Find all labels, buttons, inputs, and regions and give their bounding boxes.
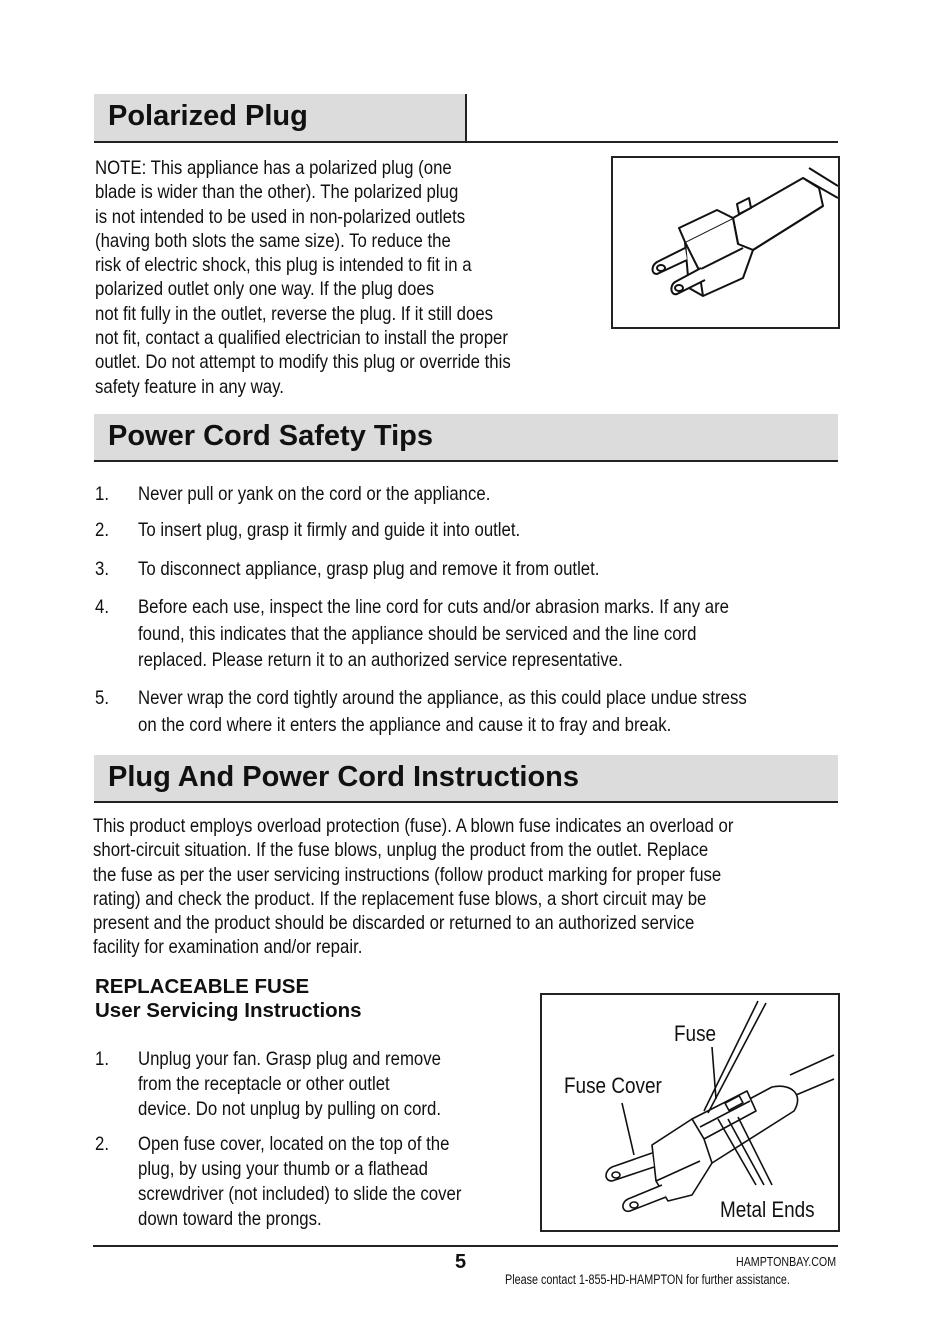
list-line: To disconnect appliance, grasp plug and remove it from outlet. xyxy=(138,558,600,580)
list-number: 1. xyxy=(95,483,109,505)
page-number: 5 xyxy=(455,1251,467,1273)
list-line: Unplug your fan. Grasp plug and remove xyxy=(138,1048,441,1070)
note-line: is not intended to be used in non-polarized outlets xyxy=(95,205,466,228)
note-line: not fit, contact a qualified electrician to install the proper xyxy=(95,327,508,350)
header-rule xyxy=(465,141,838,143)
list-number: 3. xyxy=(95,558,109,580)
paragraph-line: the fuse as per the user servicing instructions (follow product marking for proper fuse xyxy=(93,863,722,886)
polarized-plug-figure xyxy=(611,156,840,329)
note-line: outlet. Do not attempt to modify this plug or override this xyxy=(95,351,511,374)
label-fuse: Fuse xyxy=(674,1021,717,1046)
plug-instructions-paragraph xyxy=(93,814,838,960)
section-title: Plug And Power Cord Instructions xyxy=(108,761,579,793)
note-line: polarized outlet only one way. If the plug does xyxy=(95,278,435,301)
label-fuse-cover: Fuse Cover xyxy=(564,1073,662,1098)
note-line: safety feature in any way. xyxy=(95,375,284,398)
subheading-replaceable-fuse: REPLACEABLE FUSE xyxy=(95,975,310,998)
list-line: from the receptacle or other outlet xyxy=(138,1073,390,1095)
list-line: Open fuse cover, located on the top of the xyxy=(138,1133,450,1155)
note-line: not fit fully in the outlet, reverse the plug. If it still does xyxy=(95,302,494,325)
section-title: Power Cord Safety Tips xyxy=(108,420,433,452)
list-number: 2. xyxy=(95,519,109,541)
list-number: 2. xyxy=(95,1133,109,1155)
list-line: Never wrap the cord tightly around the appliance, as this could place undue stress xyxy=(138,687,747,709)
note-line: (having both slots the same size). To reduce the xyxy=(95,229,451,252)
paragraph-line: facility for examination and/or repair. xyxy=(93,936,363,959)
list-line: To insert plug, grasp it firmly and guide it into outlet. xyxy=(138,519,521,541)
list-line: plug, by using your thumb or a flathead xyxy=(138,1158,428,1180)
note-line: risk of electric shock, this plug is intended to fit in a xyxy=(95,254,472,277)
note-line: This appliance has a polarized plug (one xyxy=(146,157,452,179)
subheading-user-servicing: User Servicing Instructions xyxy=(95,999,362,1022)
polarized-note-paragraph xyxy=(95,156,578,399)
list-number: 4. xyxy=(95,596,109,618)
footer-website: HAMPTONBAY.COM xyxy=(736,1254,837,1269)
fuse-plug-figure xyxy=(540,993,840,1232)
list-line: Before each use, inspect the line cord for cuts and/or abrasion marks. If any are xyxy=(138,596,729,618)
list-line: found, this indicates that the appliance should be serviced and the line cord xyxy=(138,622,697,645)
footer-contact: Please contact 1-855-HD-HAMPTON for further assistance. xyxy=(505,1272,790,1287)
list-number: 1. xyxy=(95,1048,109,1070)
section-header-plug-instructions xyxy=(94,755,838,803)
polarized-plug-illustration xyxy=(613,158,838,327)
paragraph-line: short-circuit situation. If the fuse blows, unplug the product from the outlet. Replace xyxy=(93,839,709,862)
paragraph-line: present and the product should be discarded or returned to an authorized service xyxy=(93,912,695,935)
section-title: Polarized Plug xyxy=(108,100,308,132)
paragraph-line: This product employs overload protection (fuse). A blown fuse indicates an overload or xyxy=(93,815,734,837)
section-header-polarized-plug xyxy=(94,94,465,143)
paragraph-line: rating) and check the product. If the replacement fuse blows, a short circuit may be xyxy=(93,887,707,910)
note-label: NOTE: xyxy=(95,157,147,179)
list-line: on the cord where it enters the appliance and cause it to fray and break. xyxy=(138,713,672,736)
list-line: replaced. Please return it to an authorized service representative. xyxy=(138,649,623,671)
footer-rule xyxy=(93,1245,838,1247)
list-line: screwdriver (not included) to slide the cover xyxy=(138,1183,462,1205)
list-number: 5. xyxy=(95,687,109,709)
list-line: down toward the prongs. xyxy=(138,1208,322,1230)
note-line: blade is wider than the other). The polarized plug xyxy=(95,181,459,204)
header-divider xyxy=(465,94,467,143)
label-metal-ends: Metal Ends xyxy=(720,1197,815,1222)
list-line: device. Do not unplug by pulling on cord. xyxy=(138,1098,442,1120)
section-header-power-cord xyxy=(94,414,838,462)
list-line: Never pull or yank on the cord or the appliance. xyxy=(138,483,491,505)
